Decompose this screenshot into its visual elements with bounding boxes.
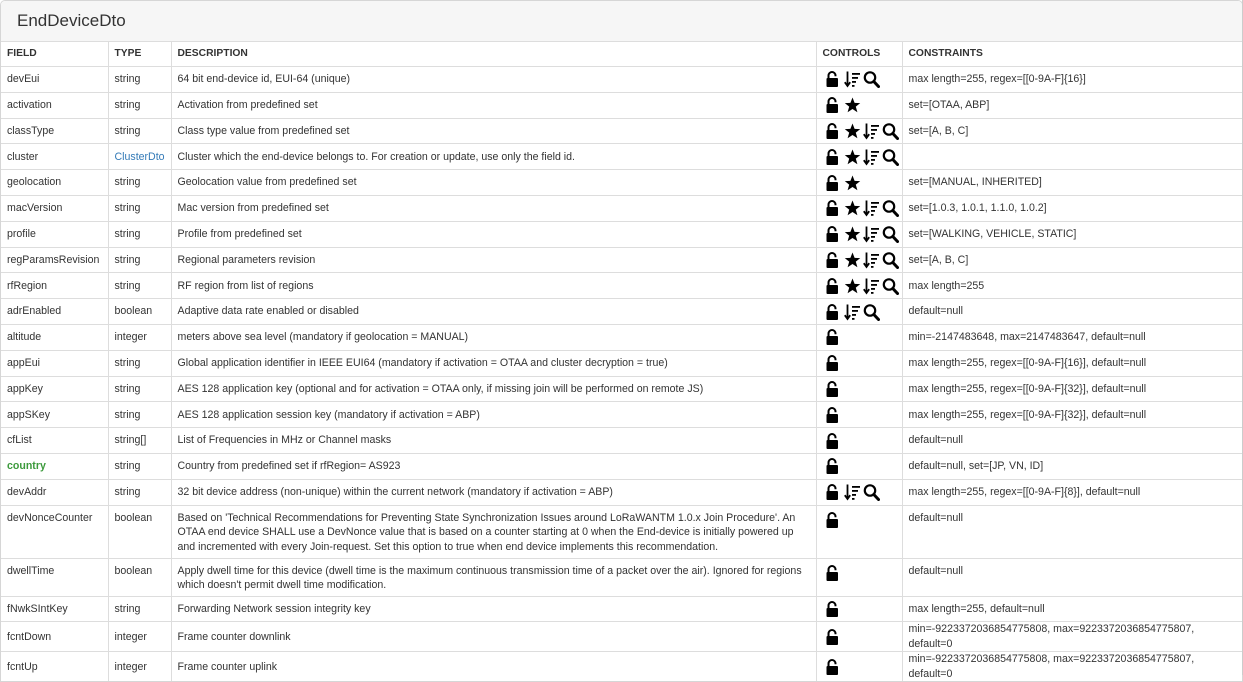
type-cell: string <box>108 118 171 144</box>
unlock-icon <box>825 628 842 646</box>
controls-group <box>825 406 902 424</box>
type-link[interactable]: ClusterDto <box>114 150 165 163</box>
description-cell: Frame counter uplink <box>171 652 816 682</box>
field-name-cell: classType <box>1 118 108 144</box>
constraints-cell <box>902 144 1242 170</box>
type-cell: boolean <box>108 299 171 325</box>
sort-icon <box>844 70 861 88</box>
unlock-icon <box>825 96 842 114</box>
controls-cell <box>816 505 902 558</box>
constraints-cell: max length=255, regex=[[0-9A-F]{16}], default=null <box>902 350 1242 376</box>
constraints-cell: max length=255 <box>902 273 1242 299</box>
controls-cell <box>816 428 902 454</box>
description-cell: List of Frequencies in MHz or Channel masks <box>171 428 816 454</box>
constraints-cell: default=null <box>902 505 1242 558</box>
panel-title: EndDeviceDto <box>17 11 126 30</box>
constraints-cell: default=null <box>902 428 1242 454</box>
description-cell: 32 bit device address (non-unique) within the current network (mandatory if activation = ABP) <box>171 479 816 505</box>
controls-group <box>825 600 902 618</box>
unlock-icon <box>825 148 842 166</box>
unlock-icon <box>825 199 842 217</box>
unlock-icon <box>825 483 842 501</box>
controls-cell <box>816 376 902 402</box>
table-row <box>1 428 1242 454</box>
type-cell: string <box>108 273 171 299</box>
constraints-cell: min=-9223372036854775808, max=9223372036854775807, default=0 <box>902 652 1242 682</box>
description-cell: AES 128 application key (optional and for activation = OTAA only, if missing join will be performed on remote JS) <box>171 376 816 402</box>
table-row <box>1 453 1242 479</box>
field-name-cell: rfRegion <box>1 273 108 299</box>
unlock-icon <box>825 380 842 398</box>
table-row <box>1 505 1242 558</box>
table-row <box>1 622 1242 652</box>
description-cell: Regional parameters revision <box>171 247 816 273</box>
controls-group <box>825 354 902 372</box>
unlock-icon <box>825 225 842 243</box>
star-icon <box>844 277 861 295</box>
constraints-cell: set=[A, B, C] <box>902 118 1242 144</box>
panel-header <box>1 1 1242 42</box>
constraints-cell: set=[MANUAL, INHERITED] <box>902 170 1242 196</box>
star-icon <box>844 148 861 166</box>
table-row <box>1 350 1242 376</box>
controls-group <box>825 457 902 475</box>
type-cell: string <box>108 221 171 247</box>
constraints-cell: max length=255, regex=[[0-9A-F]{16}] <box>902 67 1242 93</box>
constraints-cell: max length=255, regex=[[0-9A-F]{32}], default=null <box>902 376 1242 402</box>
description-cell: Adaptive data rate enabled or disabled <box>171 299 816 325</box>
constraints-cell: max length=255, regex=[[0-9A-F]{8}], default=null <box>902 479 1242 505</box>
controls-cell <box>816 453 902 479</box>
type-cell: string <box>108 170 171 196</box>
table-row <box>1 273 1242 299</box>
constraints-cell: set=[A, B, C] <box>902 247 1242 273</box>
controls-group <box>825 174 902 192</box>
description-cell: 64 bit end-device id, EUI-64 (unique) <box>171 67 816 93</box>
controls-group <box>825 511 902 529</box>
description-cell: Apply dwell time for this device (dwell time is the maximum continuous transmission time of a packet over the air). Ignored for regions which doesn't permit dwell time modification. <box>171 558 816 596</box>
unlock-icon <box>825 303 842 321</box>
table-body <box>1 67 1242 682</box>
field-name-cell: adrEnabled <box>1 299 108 325</box>
type-cell: string <box>108 376 171 402</box>
search-icon <box>882 225 899 243</box>
constraints-cell: max length=255, default=null <box>902 596 1242 622</box>
field-name-cell: profile <box>1 221 108 247</box>
table-row <box>1 144 1242 170</box>
description-cell: Global application identifier in IEEE EUI64 (mandatory if activation = OTAA and cluster decryption = true) <box>171 350 816 376</box>
type-cell: string[] <box>108 428 171 454</box>
constraints-cell: set=[1.0.3, 1.0.1, 1.1.0, 1.0.2] <box>902 195 1242 221</box>
controls-group <box>825 70 902 88</box>
table-row <box>1 596 1242 622</box>
controls-group <box>825 432 902 450</box>
star-icon <box>844 225 861 243</box>
field-name-cell: dwellTime <box>1 558 108 596</box>
field-name-cell: fcntDown <box>1 622 108 652</box>
search-icon <box>882 122 899 140</box>
description-cell: Forwarding Network session integrity key <box>171 596 816 622</box>
table-row <box>1 67 1242 93</box>
column-header-type: TYPE <box>108 42 171 67</box>
star-icon <box>844 122 861 140</box>
field-name-cell: fcntUp <box>1 652 108 682</box>
controls-group <box>825 483 902 501</box>
type-cell: string <box>108 402 171 428</box>
field-name-cell: devAddr <box>1 479 108 505</box>
type-cell: string <box>108 479 171 505</box>
sort-icon <box>863 225 880 243</box>
constraints-cell: min=-9223372036854775808, max=9223372036854775807, default=0 <box>902 622 1242 652</box>
controls-group <box>825 658 902 676</box>
search-icon <box>882 148 899 166</box>
controls-cell <box>816 144 902 170</box>
search-icon <box>882 199 899 217</box>
star-icon <box>844 199 861 217</box>
type-cell: integer <box>108 324 171 350</box>
unlock-icon <box>825 658 842 676</box>
controls-group <box>825 303 902 321</box>
type-cell: string <box>108 453 171 479</box>
type-cell: string <box>108 195 171 221</box>
table-row <box>1 324 1242 350</box>
controls-group <box>825 328 902 346</box>
controls-cell <box>816 324 902 350</box>
controls-group <box>825 122 902 140</box>
search-icon <box>882 251 899 269</box>
table-row <box>1 376 1242 402</box>
type-cell <box>108 144 171 170</box>
table-row <box>1 247 1242 273</box>
type-cell: string <box>108 67 171 93</box>
description-cell: Profile from predefined set <box>171 221 816 247</box>
unlock-icon <box>825 406 842 424</box>
field-name-cell: regParamsRevision <box>1 247 108 273</box>
unlock-icon <box>825 251 842 269</box>
controls-cell <box>816 247 902 273</box>
constraints-cell: max length=255, regex=[[0-9A-F]{32}], default=null <box>902 402 1242 428</box>
type-cell: boolean <box>108 505 171 558</box>
unlock-icon <box>825 174 842 192</box>
table-row <box>1 195 1242 221</box>
controls-cell <box>816 67 902 93</box>
controls-group <box>825 564 902 582</box>
sort-icon <box>863 122 880 140</box>
column-header-field: FIELD <box>1 42 108 67</box>
description-cell: AES 128 application session key (mandatory if activation = ABP) <box>171 402 816 428</box>
controls-cell <box>816 596 902 622</box>
table-row <box>1 558 1242 596</box>
controls-cell <box>816 652 902 682</box>
table-row <box>1 652 1242 682</box>
unlock-icon <box>825 600 842 618</box>
field-name-cell: appEui <box>1 350 108 376</box>
sort-icon <box>863 199 880 217</box>
description-cell: Based on 'Technical Recommendations for Preventing State Synchronization Issues around LoRaWANTM 1.0.x Join Procedure'. An OTAA end device SHALL use a DevNonce value that is based on a counter starting at 0 when the End-device is initially powered up and incremented with every Join-request. Set this option to true when end device implements this recommendation. <box>171 505 816 558</box>
constraints-cell: default=null <box>902 299 1242 325</box>
unlock-icon <box>825 70 842 88</box>
controls-cell <box>816 170 902 196</box>
controls-group <box>825 199 902 217</box>
column-header-description: DESCRIPTION <box>171 42 816 67</box>
unlock-icon <box>825 354 842 372</box>
field-name-cell: devEui <box>1 67 108 93</box>
star-icon <box>844 251 861 269</box>
table-row <box>1 118 1242 144</box>
unlock-icon <box>825 511 842 529</box>
constraints-cell: min=-2147483648, max=2147483647, default=null <box>902 324 1242 350</box>
column-header-constraints: CONSTRAINTS <box>902 42 1242 67</box>
controls-group <box>825 251 902 269</box>
description-cell: Activation from predefined set <box>171 92 816 118</box>
type-cell: boolean <box>108 558 171 596</box>
table-row <box>1 221 1242 247</box>
unlock-icon <box>825 432 842 450</box>
controls-group <box>825 628 902 646</box>
sort-icon <box>863 148 880 166</box>
sort-icon <box>863 251 880 269</box>
controls-cell <box>816 622 902 652</box>
field-name-cell: macVersion <box>1 195 108 221</box>
field-name-cell: geolocation <box>1 170 108 196</box>
unlock-icon <box>825 328 842 346</box>
description-cell: Geolocation value from predefined set <box>171 170 816 196</box>
field-name-cell: cluster <box>1 144 108 170</box>
controls-cell <box>816 92 902 118</box>
field-name-cell: country <box>1 453 108 479</box>
table-row <box>1 299 1242 325</box>
constraints-cell: default=null, set=[JP, VN, ID] <box>902 453 1242 479</box>
type-cell: string <box>108 350 171 376</box>
type-cell: integer <box>108 622 171 652</box>
star-icon <box>844 174 861 192</box>
search-icon <box>863 70 880 88</box>
field-name-cell: appKey <box>1 376 108 402</box>
field-name-cell: cfList <box>1 428 108 454</box>
controls-group <box>825 277 902 295</box>
table-row <box>1 170 1242 196</box>
field-name-cell: activation <box>1 92 108 118</box>
search-icon <box>863 483 880 501</box>
search-icon <box>882 277 899 295</box>
description-cell: Cluster which the end-device belongs to. For creation or update, use only the field id. <box>171 144 816 170</box>
field-name-cell: devNonceCounter <box>1 505 108 558</box>
type-cell: string <box>108 596 171 622</box>
description-cell: Class type value from predefined set <box>171 118 816 144</box>
controls-cell <box>816 195 902 221</box>
unlock-icon <box>825 277 842 295</box>
sort-icon <box>863 277 880 295</box>
unlock-icon <box>825 122 842 140</box>
controls-cell <box>816 299 902 325</box>
controls-cell <box>816 350 902 376</box>
table-row <box>1 402 1242 428</box>
unlock-icon <box>825 564 842 582</box>
controls-group <box>825 96 902 114</box>
field-name-cell: fNwkSIntKey <box>1 596 108 622</box>
star-icon <box>844 96 861 114</box>
controls-cell <box>816 558 902 596</box>
controls-group <box>825 380 902 398</box>
controls-group <box>825 225 902 243</box>
controls-cell <box>816 402 902 428</box>
controls-cell <box>816 118 902 144</box>
type-cell: string <box>108 92 171 118</box>
table-row <box>1 479 1242 505</box>
search-icon <box>863 303 880 321</box>
description-cell: Frame counter downlink <box>171 622 816 652</box>
type-cell: integer <box>108 652 171 682</box>
constraints-cell: set=[OTAA, ABP] <box>902 92 1242 118</box>
controls-cell <box>816 479 902 505</box>
column-header-controls: CONTROLS <box>816 42 902 67</box>
constraints-cell: set=[WALKING, VEHICLE, STATIC] <box>902 221 1242 247</box>
table-header-row <box>1 42 1242 67</box>
description-cell: Mac version from predefined set <box>171 195 816 221</box>
description-cell: meters above sea level (mandatory if geolocation = MANUAL) <box>171 324 816 350</box>
controls-group <box>825 148 902 166</box>
description-cell: RF region from list of regions <box>171 273 816 299</box>
fields-table <box>1 42 1243 682</box>
controls-cell <box>816 273 902 299</box>
table-row <box>1 92 1242 118</box>
description-cell: Country from predefined set if rfRegion= AS923 <box>171 453 816 479</box>
field-name-cell: appSKey <box>1 402 108 428</box>
controls-cell <box>816 221 902 247</box>
unlock-icon <box>825 457 842 475</box>
sort-icon <box>844 483 861 501</box>
constraints-cell: default=null <box>902 558 1242 596</box>
type-cell: string <box>108 247 171 273</box>
sort-icon <box>844 303 861 321</box>
field-name-cell: altitude <box>1 324 108 350</box>
